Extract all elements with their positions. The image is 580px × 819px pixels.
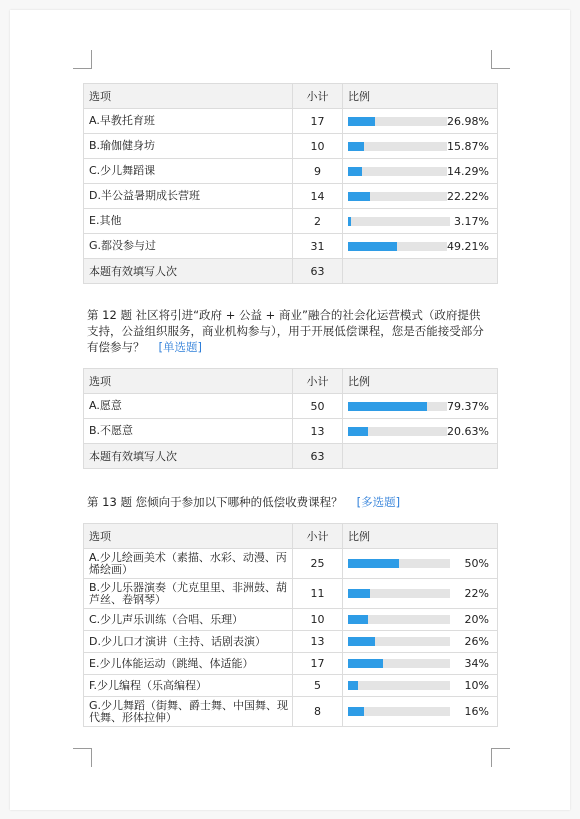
option-ratio xyxy=(343,609,498,631)
header-option: 选项 xyxy=(84,369,293,394)
question-13-text: 第 13 题 您倾向于参加以下哪种的低偿收费课程？ xyxy=(87,495,343,509)
progress-bar-track xyxy=(348,659,450,668)
crop-mark-top-right xyxy=(491,50,510,69)
option-ratio xyxy=(343,159,498,184)
progress-bar-track xyxy=(348,167,447,176)
option-ratio xyxy=(343,234,498,259)
total-count: 63 xyxy=(293,259,343,284)
progress-bar-fill xyxy=(348,117,375,126)
progress-bar-track xyxy=(348,142,447,151)
table-row xyxy=(84,109,498,134)
table-row xyxy=(84,609,498,631)
table-row xyxy=(84,209,498,234)
progress-bar-track xyxy=(348,192,447,201)
table-row xyxy=(84,184,498,209)
table-row xyxy=(84,631,498,653)
option-count: 50 xyxy=(293,394,343,419)
progress-bar-track xyxy=(348,217,450,226)
progress-bar-fill xyxy=(348,192,370,201)
option-percent: 10% xyxy=(464,679,489,692)
option-percent: 14.29% xyxy=(447,164,489,178)
option-label: D.半公益暑期成长营班 xyxy=(84,184,293,209)
results-table-q12 xyxy=(83,368,498,469)
option-percent: 22% xyxy=(464,587,489,600)
table-row xyxy=(84,234,498,259)
table-header-row xyxy=(84,524,498,549)
option-ratio xyxy=(343,209,498,234)
header-option: 选项 xyxy=(84,524,293,549)
crop-mark-bottom-right xyxy=(491,748,510,767)
progress-bar-fill xyxy=(348,242,397,251)
option-label: D.少儿口才演讲（主持、话剧表演） xyxy=(84,631,293,653)
total-empty xyxy=(343,444,498,469)
table-row xyxy=(84,653,498,675)
progress-bar-fill xyxy=(348,681,358,690)
table-row xyxy=(84,549,498,579)
table-row xyxy=(84,159,498,184)
option-count: 31 xyxy=(293,234,343,259)
table-row xyxy=(84,675,498,697)
option-percent: 50% xyxy=(464,557,489,570)
option-count: 17 xyxy=(293,653,343,675)
option-ratio xyxy=(343,579,498,609)
crop-mark-bottom-left xyxy=(73,748,92,767)
results-table-q13 xyxy=(83,523,498,727)
option-ratio xyxy=(343,109,498,134)
option-count: 11 xyxy=(293,579,343,609)
table-header-row xyxy=(84,369,498,394)
option-percent: 20.63% xyxy=(447,424,489,438)
option-label: A.早教托育班 xyxy=(84,109,293,134)
option-count: 10 xyxy=(293,134,343,159)
option-label: G.少儿舞蹈（街舞、爵士舞、中国舞、现代舞、形体拉伸） xyxy=(84,697,293,727)
question-type-tag[interactable]: [多选题] xyxy=(356,495,401,509)
option-label: A.少儿绘画美术（素描、水彩、动漫、丙烯绘画） xyxy=(84,549,293,579)
option-count: 8 xyxy=(293,697,343,727)
option-percent: 79.37% xyxy=(447,399,489,413)
option-count: 10 xyxy=(293,609,343,631)
option-ratio xyxy=(343,697,498,727)
option-ratio xyxy=(343,631,498,653)
header-count: 小计 xyxy=(293,524,343,549)
option-ratio xyxy=(343,394,498,419)
question-12-text: 第 12 题 社区将引进“政府 + 公益 + 商业”融合的社会化运营模式（政府提供支持，公益组织服务，商业机构参与），用于开展低偿课程，您是否能接受部分有偿参与？ xyxy=(87,308,484,354)
option-label: A.愿意 xyxy=(84,394,293,419)
question-type-tag[interactable]: [单选题] xyxy=(158,340,202,354)
option-count: 5 xyxy=(293,675,343,697)
total-count: 63 xyxy=(293,444,343,469)
option-ratio xyxy=(343,134,498,159)
progress-bar-fill xyxy=(348,559,399,568)
option-ratio xyxy=(343,675,498,697)
progress-bar-fill xyxy=(348,707,364,716)
header-option: 选项 xyxy=(84,84,293,109)
table-total-row xyxy=(84,444,498,469)
progress-bar-fill xyxy=(348,589,370,598)
progress-bar-fill xyxy=(348,659,383,668)
table-row xyxy=(84,697,498,727)
table-row xyxy=(84,134,498,159)
header-ratio: 比例 xyxy=(343,524,498,549)
table-row xyxy=(84,394,498,419)
total-label: 本题有效填写人次 xyxy=(84,444,293,469)
option-ratio xyxy=(343,549,498,579)
progress-bar-track xyxy=(348,615,450,624)
progress-bar-track xyxy=(348,637,450,646)
option-percent: 49.21% xyxy=(447,239,489,253)
table-total-row xyxy=(84,259,498,284)
option-ratio xyxy=(343,184,498,209)
option-percent: 22.22% xyxy=(447,189,489,203)
progress-bar-fill xyxy=(348,402,427,411)
progress-bar-fill xyxy=(348,637,375,646)
option-label: C.少儿舞蹈课 xyxy=(84,159,293,184)
progress-bar-fill xyxy=(348,167,362,176)
results-table-q11 xyxy=(83,83,498,284)
option-label: B.不愿意 xyxy=(84,419,293,444)
option-count: 2 xyxy=(293,209,343,234)
crop-mark-top-left xyxy=(73,50,92,69)
progress-bar-track xyxy=(348,117,447,126)
option-label: E.少儿体能运动（跳绳、体适能） xyxy=(84,653,293,675)
option-count: 14 xyxy=(293,184,343,209)
option-label: B.瑜伽健身坊 xyxy=(84,134,293,159)
table-row xyxy=(84,419,498,444)
header-ratio: 比例 xyxy=(343,369,498,394)
total-label: 本题有效填写人次 xyxy=(84,259,293,284)
progress-bar-fill xyxy=(348,427,368,436)
option-count: 9 xyxy=(293,159,343,184)
header-count: 小计 xyxy=(293,369,343,394)
header-ratio: 比例 xyxy=(343,84,498,109)
progress-bar-track xyxy=(348,427,447,436)
table-row xyxy=(84,579,498,609)
table-header-row xyxy=(84,84,498,109)
option-count: 13 xyxy=(293,419,343,444)
option-ratio xyxy=(343,653,498,675)
progress-bar-track xyxy=(348,402,447,411)
progress-bar-track xyxy=(348,589,450,598)
option-label: F.少儿编程（乐高编程） xyxy=(84,675,293,697)
progress-bar-track xyxy=(348,681,450,690)
total-empty xyxy=(343,259,498,284)
option-label: B.少儿乐器演奏（尤克里里、非洲鼓、葫芦丝、卷钢琴） xyxy=(84,579,293,609)
option-percent: 26% xyxy=(464,635,489,648)
option-percent: 16% xyxy=(464,705,489,718)
progress-bar-track xyxy=(348,707,450,716)
option-label: C.少儿声乐训练（合唱、乐理） xyxy=(84,609,293,631)
option-percent: 34% xyxy=(464,657,489,670)
progress-bar-fill xyxy=(348,615,368,624)
option-percent: 3.17% xyxy=(454,214,489,228)
question-13-title xyxy=(87,494,487,510)
progress-bar-track xyxy=(348,242,447,251)
option-count: 25 xyxy=(293,549,343,579)
progress-bar-track xyxy=(348,559,450,568)
option-label: G.都没参与过 xyxy=(84,234,293,259)
option-label: E.其他 xyxy=(84,209,293,234)
option-percent: 15.87% xyxy=(447,139,489,153)
option-ratio xyxy=(343,419,498,444)
question-12-title xyxy=(87,307,487,355)
option-count: 13 xyxy=(293,631,343,653)
option-percent: 26.98% xyxy=(447,114,489,128)
option-percent: 20% xyxy=(464,613,489,626)
progress-bar-fill xyxy=(348,142,364,151)
option-count: 17 xyxy=(293,109,343,134)
progress-bar-fill xyxy=(348,217,351,226)
header-count: 小计 xyxy=(293,84,343,109)
